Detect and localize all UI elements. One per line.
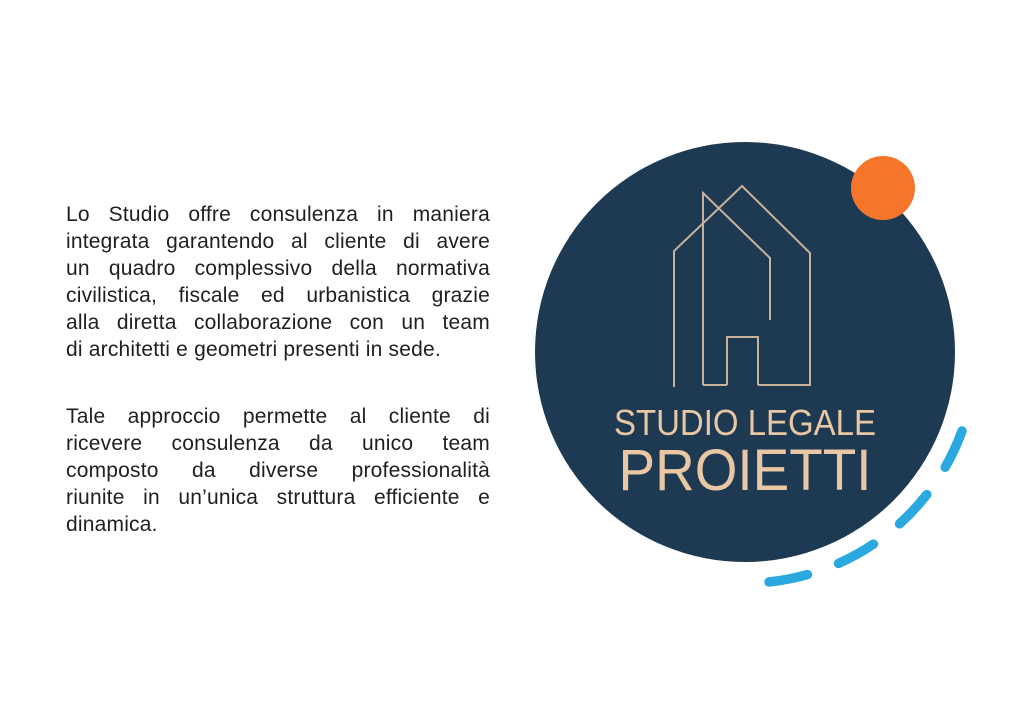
paragraph-line: Lo Studio offre consulenza in maniera	[66, 203, 490, 226]
paragraph-line: riunite in un’unica struttura efficiente e	[66, 486, 490, 509]
paragraph-line: un quadro complessivo della normativa	[66, 257, 490, 280]
orange-dot-accent	[851, 156, 915, 220]
paragraph-line: ricevere consulenza da unico team	[66, 432, 490, 455]
paragraph-line: Tale approccio permette al cliente di	[66, 405, 490, 428]
paragraph-line: civilistica, fiscale ed urbanistica grazie	[66, 284, 490, 307]
paragraph-intro	[66, 201, 490, 363]
paragraph-line: dinamica.	[66, 513, 158, 536]
paragraph-line: alla diretta collaborazione con un team	[66, 311, 490, 334]
logo-svg	[500, 105, 1010, 620]
studio-legale-proietti-logo	[500, 105, 1010, 620]
body-text-column	[66, 201, 490, 578]
paragraph-line: composto da diverse professionalità	[66, 459, 490, 482]
paragraph-approach	[66, 403, 490, 538]
logo-studio-legale-text: STUDIO LEGALE	[614, 402, 876, 443]
paragraph-line: integrata garantendo al cliente di avere	[66, 230, 490, 253]
paragraph-line: di architetti e geometri presenti in sede.	[66, 338, 441, 361]
logo-proietti-text: PROIETTI	[618, 438, 872, 503]
